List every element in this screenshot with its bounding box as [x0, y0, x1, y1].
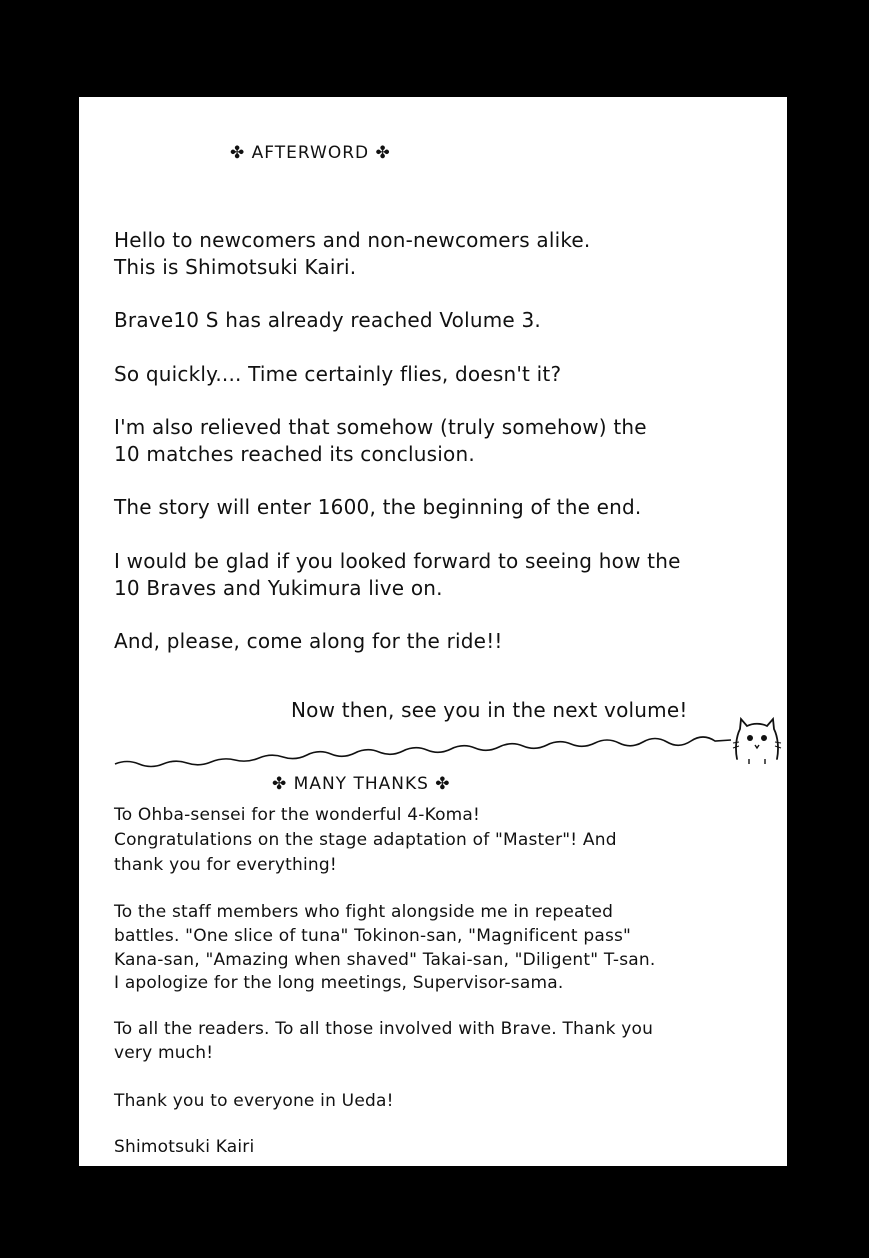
- thanks-title: ✤ MANY THANKS ✤: [272, 774, 451, 794]
- thanks-line: I apologize for the long meetings, Supervisor-sama.: [114, 973, 564, 993]
- afterword-page: [79, 97, 787, 1166]
- author-signature: Shimotsuki Kairi: [114, 1137, 255, 1157]
- thanks-line: To Ohba-sensei for the wonderful 4-Koma!: [114, 805, 481, 825]
- afterword-line: Hello to newcomers and non-newcomers alike.: [114, 228, 591, 252]
- thanks-line: thank you for everything!: [114, 855, 337, 875]
- afterword-line: And, please, come along for the ride!!: [114, 629, 503, 653]
- afterword-line: So quickly.... Time certainly flies, doesn't it?: [114, 362, 562, 386]
- afterword-signoff: Now then, see you in the next volume!: [291, 698, 688, 722]
- afterword-line: I would be glad if you looked forward to seeing how the: [114, 549, 681, 573]
- afterword-line: 10 matches reached its conclusion.: [114, 442, 475, 466]
- afterword-line: I'm also relieved that somehow (truly somehow) the: [114, 415, 647, 439]
- afterword-title: ✤ AFTERWORD ✤: [230, 143, 391, 163]
- wavy-separator: [113, 733, 733, 773]
- thanks-line: battles. "One slice of tuna" Tokinon-san, "Magnificent pass": [114, 926, 632, 946]
- afterword-line: The story will enter 1600, the beginning of the end.: [114, 495, 642, 519]
- afterword-line: This is Shimotsuki Kairi.: [114, 255, 357, 279]
- thanks-line: Congratulations on the stage adaptation of "Master"! And: [114, 830, 617, 850]
- thanks-line: Thank you to everyone in Ueda!: [114, 1091, 394, 1111]
- afterword-line: Brave10 S has already reached Volume 3.: [114, 308, 541, 332]
- thanks-line: Kana-san, "Amazing when shaved" Takai-san, "Diligent" T-san.: [114, 950, 656, 970]
- thanks-line: very much!: [114, 1043, 214, 1063]
- thanks-line: To the staff members who fight alongside me in repeated: [114, 902, 614, 922]
- afterword-line: 10 Braves and Yukimura live on.: [114, 576, 443, 600]
- cat-mascot-icon: [731, 715, 783, 767]
- thanks-line: To all the readers. To all those involved with Brave. Thank you: [114, 1019, 654, 1039]
